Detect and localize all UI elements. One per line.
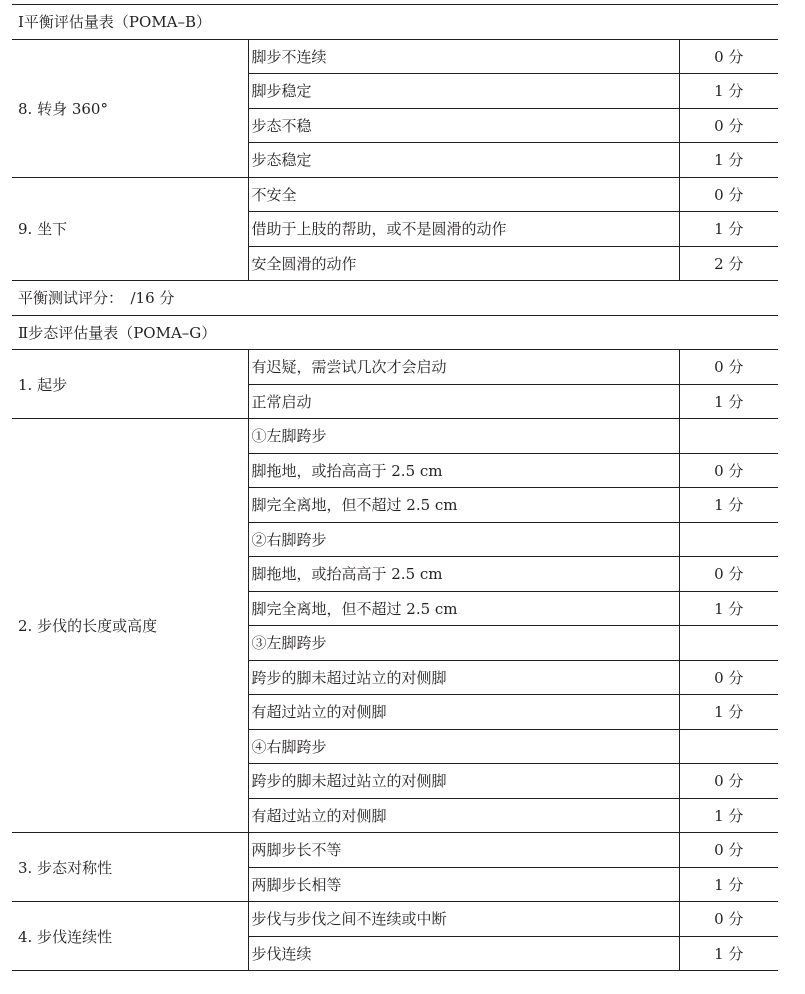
option-text: 两脚步长相等: [248, 867, 679, 902]
option-text: 脚拖地，或抬高高于 2.5 cm: [248, 557, 679, 592]
option-text: 跨步的脚未超过站立的对侧脚: [248, 764, 679, 799]
table-row: [12, 177, 778, 212]
balance-total-row: [12, 281, 778, 316]
poma-assessment-sheet: [12, 4, 778, 971]
balance-total-score: 平衡测试评分： /16 分: [12, 281, 778, 316]
item-label-sit-down: 9. 坐下: [12, 177, 248, 281]
option-score: [679, 419, 778, 454]
option-text: 脚拖地，或抬高高于 2.5 cm: [248, 453, 679, 488]
balance-section-row: [12, 5, 778, 40]
option-text: 步伐连续: [248, 936, 679, 971]
option-score: 0 分: [679, 557, 778, 592]
option-score: [679, 729, 778, 764]
option-text: 正常启动: [248, 384, 679, 419]
option-subheading: ①左脚跨步: [248, 419, 679, 454]
option-text: 不安全: [248, 177, 679, 212]
option-subheading: ②右脚跨步: [248, 522, 679, 557]
option-score: 0 分: [679, 764, 778, 799]
option-score: 0 分: [679, 108, 778, 143]
option-text: 有超过站立的对侧脚: [248, 798, 679, 833]
option-score: 0 分: [679, 453, 778, 488]
option-text: 跨步的脚未超过站立的对侧脚: [248, 660, 679, 695]
item-label-gait-symmetry: 3. 步态对称性: [12, 833, 248, 902]
option-text: 脚完全离地，但不超过 2.5 cm: [248, 488, 679, 523]
option-text: 步态稳定: [248, 143, 679, 178]
option-score: 1 分: [679, 867, 778, 902]
option-text: 脚完全离地，但不超过 2.5 cm: [248, 591, 679, 626]
table-row: [12, 350, 778, 385]
option-score: 1 分: [679, 591, 778, 626]
option-score: 1 分: [679, 936, 778, 971]
option-score: [679, 522, 778, 557]
poma-table: [12, 4, 778, 971]
option-score: 1 分: [679, 143, 778, 178]
item-label-step-continuity: 4. 步伐连续性: [12, 902, 248, 971]
table-row: [12, 39, 778, 74]
option-text: 借助于上肢的帮助，或不是圆滑的动作: [248, 212, 679, 247]
option-text: 脚步不连续: [248, 39, 679, 74]
table-row: [12, 833, 778, 868]
option-score: 0 分: [679, 660, 778, 695]
option-text: 步伐与步伐之间不连续或中断: [248, 902, 679, 937]
option-score: 0 分: [679, 39, 778, 74]
option-text: 有超过站立的对侧脚: [248, 695, 679, 730]
option-score: 1 分: [679, 798, 778, 833]
item-label-turn-360: 8. 转身 360°: [12, 39, 248, 177]
option-score: [679, 626, 778, 661]
item-label-start: 1. 起步: [12, 350, 248, 419]
option-subheading: ③左脚跨步: [248, 626, 679, 661]
option-text: 步态不稳: [248, 108, 679, 143]
item-label-step-length: 2. 步伐的长度或高度: [12, 419, 248, 833]
option-score: 1 分: [679, 488, 778, 523]
gait-section-title: Ⅱ步态评估量表（POMA–G）: [12, 315, 778, 350]
option-text: 安全圆滑的动作: [248, 246, 679, 281]
option-score: 1 分: [679, 695, 778, 730]
option-score: 0 分: [679, 177, 778, 212]
option-text: 两脚步长不等: [248, 833, 679, 868]
option-score: 0 分: [679, 350, 778, 385]
option-score: 0 分: [679, 902, 778, 937]
gait-section-row: [12, 315, 778, 350]
table-row: [12, 419, 778, 454]
option-text: 有迟疑，需尝试几次才会启动: [248, 350, 679, 385]
balance-section-title: Ⅰ平衡评估量表（POMA–B）: [12, 5, 778, 40]
option-score: 1 分: [679, 384, 778, 419]
option-score: 1 分: [679, 74, 778, 109]
table-row: [12, 902, 778, 937]
option-score: 0 分: [679, 833, 778, 868]
option-score: 2 分: [679, 246, 778, 281]
option-subheading: ④右脚跨步: [248, 729, 679, 764]
option-score: 1 分: [679, 212, 778, 247]
option-text: 脚步稳定: [248, 74, 679, 109]
